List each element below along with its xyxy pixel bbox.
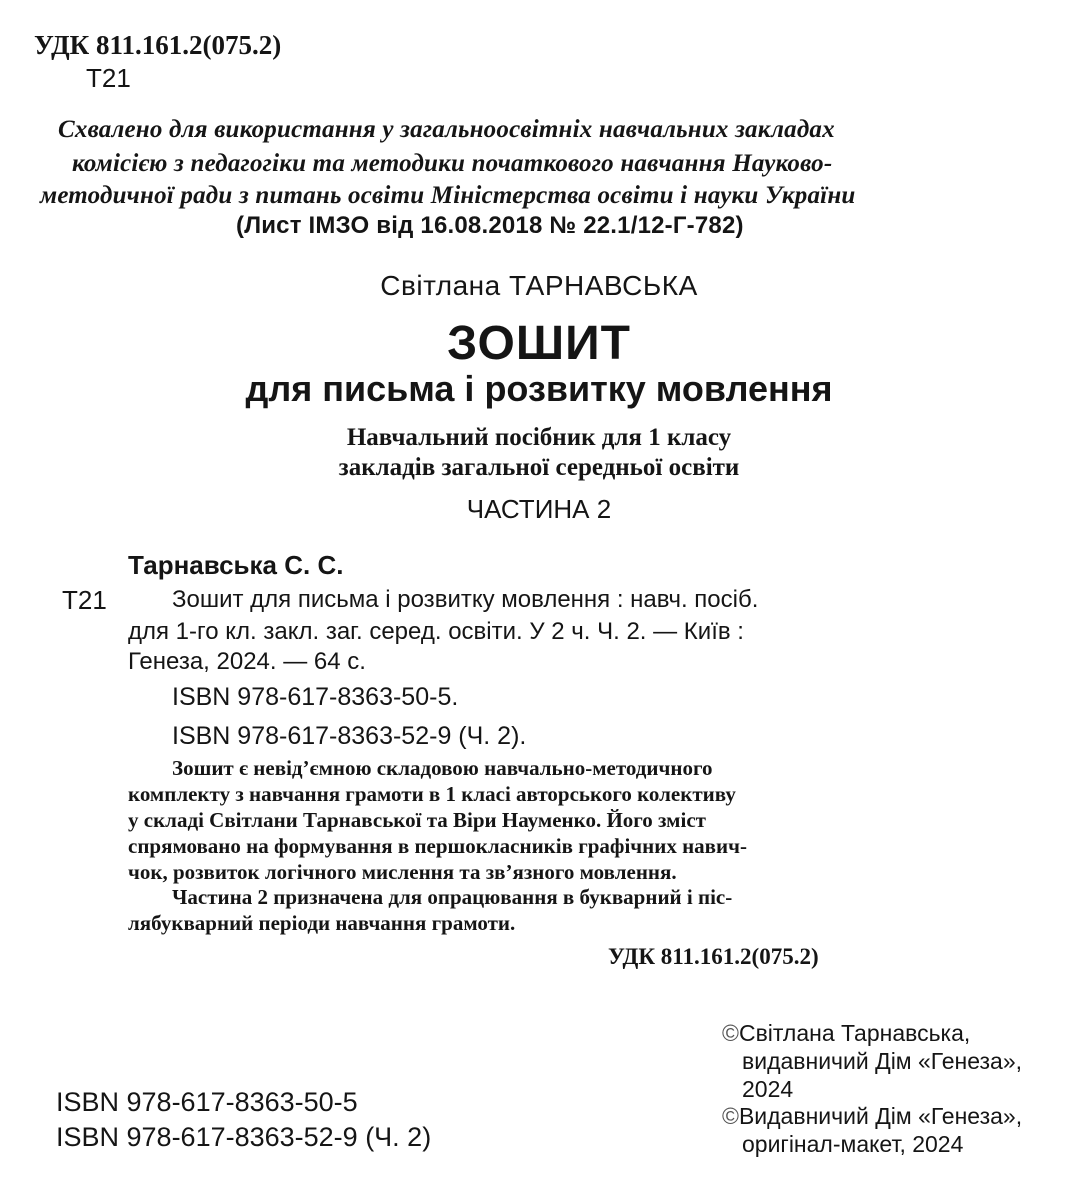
copyright-text: Видавничий Дім «Генеза»,: [738, 1103, 1023, 1129]
footer-isbn: ISBN 978-617-8363-50-5: [56, 1087, 358, 1117]
annotation-line: у складі Світлани Тарнавської та Віри Науменко. Його зміст: [128, 808, 706, 832]
copyright-line: видавничий Дім «Генеза»,: [742, 1048, 1023, 1074]
author-name: Світлана ТАРНАВСЬКА: [380, 270, 698, 301]
card-isbn: ISBN 978-617-8363-52-9 (Ч. 2).: [172, 722, 527, 750]
annotation-line: Частина 2 призначена для опрацювання в букварний і піс-: [172, 885, 733, 909]
copyright-line: [722, 1103, 1022, 1130]
card-author: Тарнавська С. С.: [128, 550, 344, 580]
book-part: ЧАСТИНА 2: [466, 494, 612, 524]
approval-line: комісією з педагогіки та методики початкового навчання Науково-: [72, 150, 833, 177]
approval-line: методичної ради з питань освіти Міністерства освіти і науки України: [40, 182, 856, 209]
copyright-icon: ©: [722, 1103, 739, 1129]
book-title: ЗОШИТ: [447, 317, 631, 370]
card-udk: УДК 811.161.2(075.2): [608, 944, 819, 969]
copyright-icon: ©: [722, 1020, 739, 1046]
approval-letter-reference: (Лист ІМЗО від 16.08.2018 № 22.1/12-Г-782): [236, 212, 744, 239]
card-code: Т21: [62, 585, 107, 615]
card-bibliographic-line: Генеза, 2024. — 64 с.: [128, 648, 366, 675]
copyright-line: 2024: [742, 1076, 794, 1102]
copyright-line: [722, 1020, 970, 1047]
copyright-text: Світлана Тарнавська,: [738, 1020, 971, 1046]
card-bibliographic-line: Зошит для письма і розвитку мовлення : навч. посіб.: [172, 586, 759, 613]
card-bibliographic-line: для 1-го кл. закл. заг. серед. освіти. У 2 ч. Ч. 2. — Київ :: [128, 618, 744, 645]
book-description: Навчальний посібник для 1 класу: [346, 424, 732, 451]
annotation-line: комплекту з навчання грамоти в 1 класі авторського колективу: [128, 782, 736, 806]
author-mark-code: Т21: [86, 63, 131, 93]
annotation-line: Зошит є невід’ємною складовою навчально-методичного: [172, 756, 713, 780]
udk-code: УДК 811.161.2(075.2): [34, 30, 282, 60]
annotation-line: чок, розвиток логічного мислення та зв’язного мовлення.: [128, 860, 677, 884]
footer-isbn: ISBN 978-617-8363-52-9 (Ч. 2): [56, 1122, 432, 1152]
book-description: закладів загальної середньої освіти: [338, 454, 740, 481]
approval-line: Схвалено для використання у загальноосвітніх навчальних закладах: [58, 116, 835, 143]
copyright-line: оригінал-макет, 2024: [742, 1131, 964, 1157]
annotation-line: лябукварний періоди навчання грамоти.: [128, 911, 516, 935]
book-subtitle: для письма і розвитку мовлення: [245, 368, 833, 409]
card-isbn: ISBN 978-617-8363-50-5.: [172, 683, 459, 711]
annotation-line: спрямовано на формування в першокласників графічних навич-: [128, 834, 747, 858]
